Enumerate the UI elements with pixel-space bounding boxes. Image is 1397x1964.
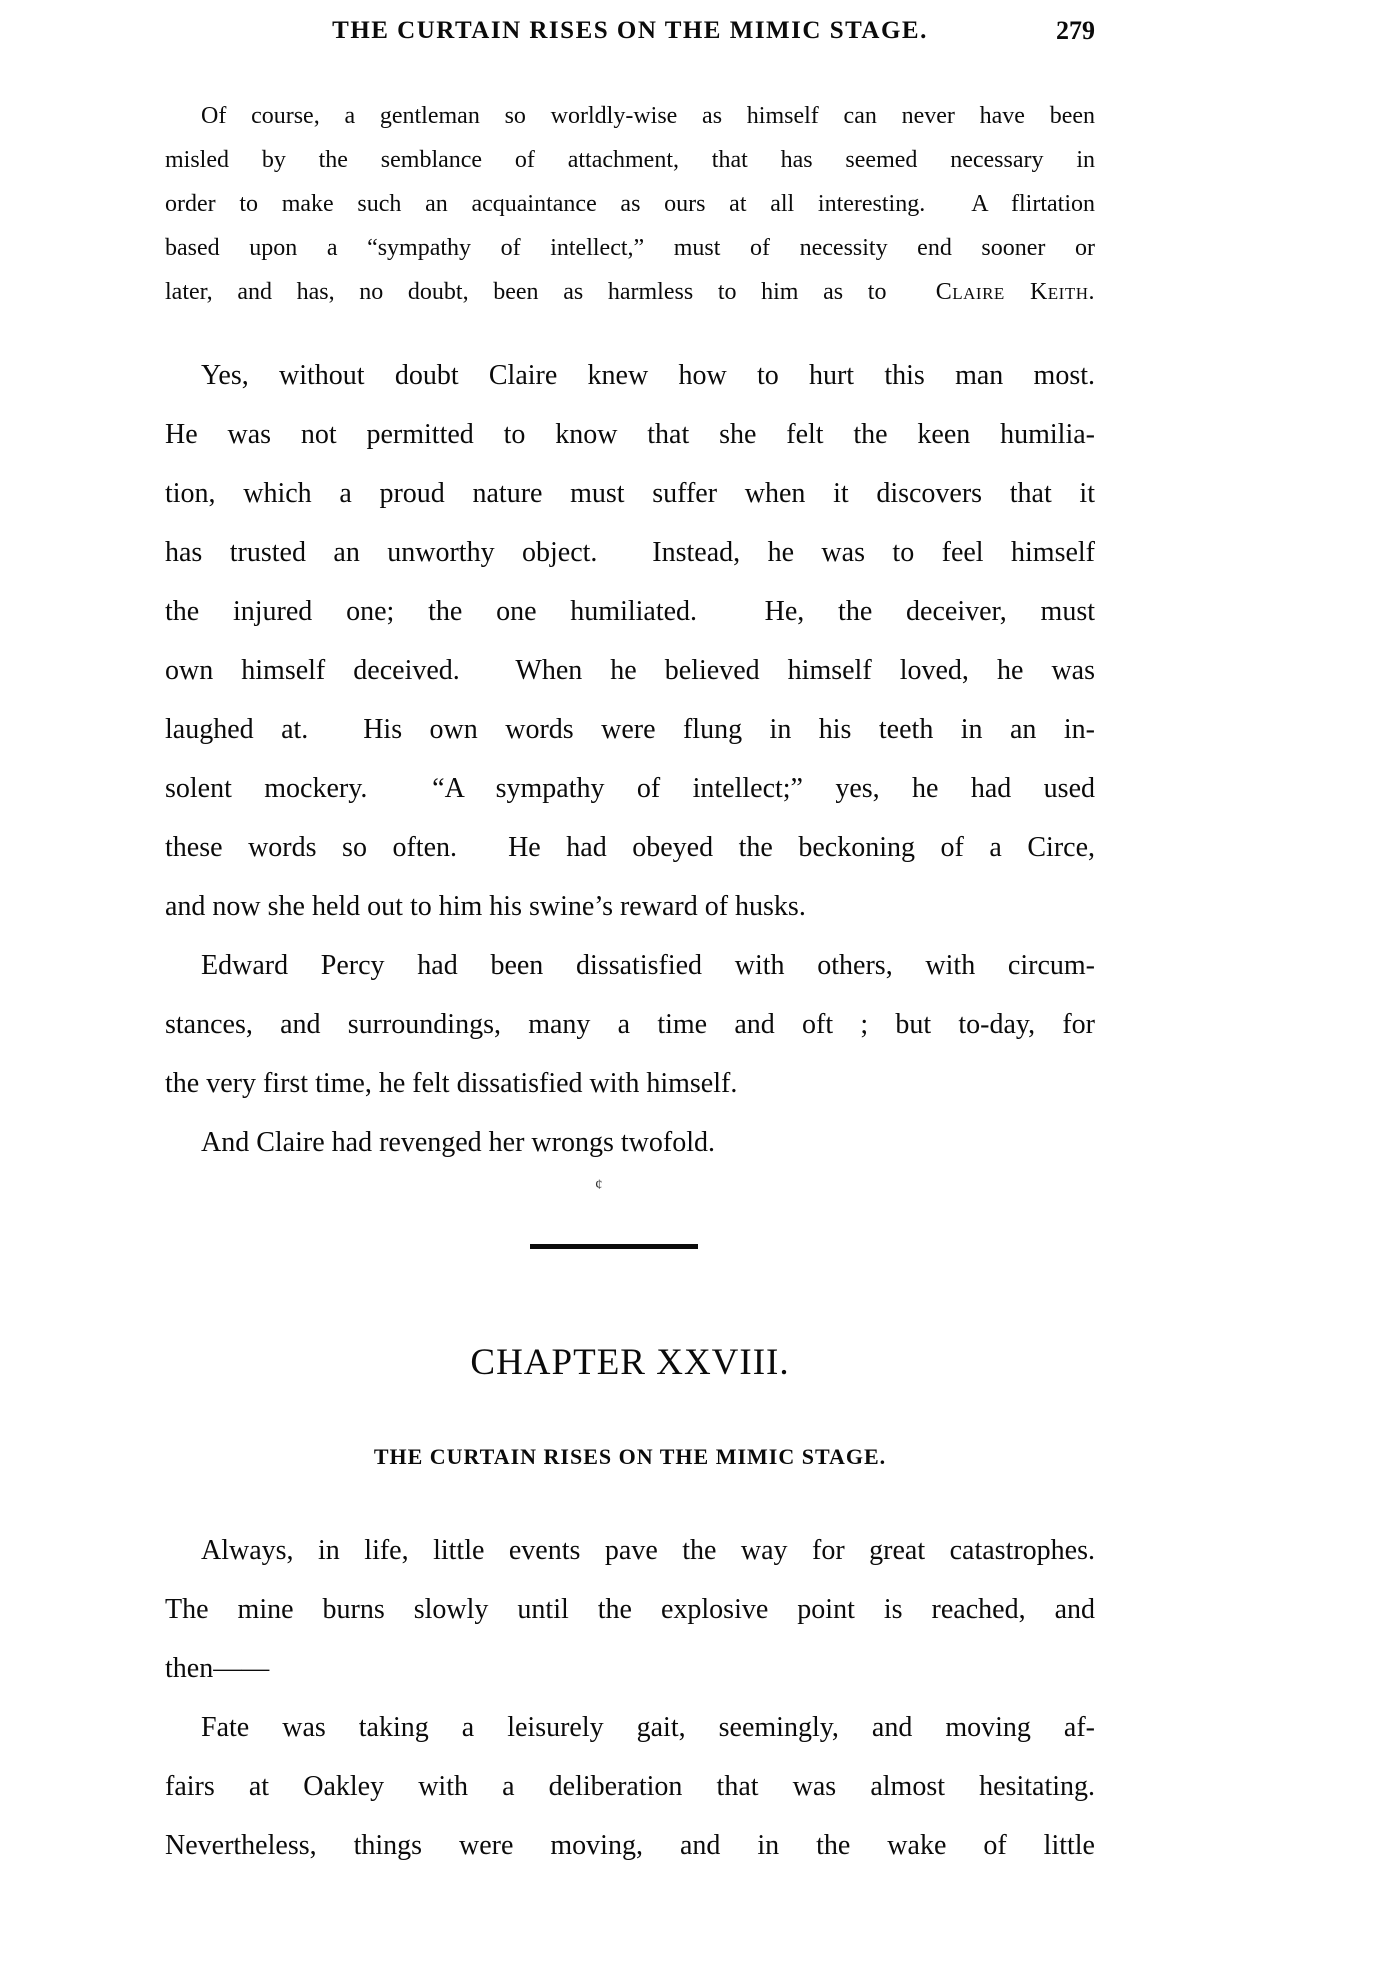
- text-line: own himself deceived. When he believed himself loved, he was: [165, 655, 1095, 686]
- paragraph: [165, 1113, 1095, 1172]
- text-line: has trusted an unworthy object. Instead, he was to feel himself: [165, 537, 1095, 568]
- text-line: fairs at Oakley with a deliberation that was almost hesitating.: [165, 1771, 1095, 1802]
- paragraph: [165, 1521, 1095, 1698]
- page-header: [165, 14, 1095, 54]
- text-line: based upon a “sympathy of intellect,” must of necessity end sooner or: [165, 235, 1095, 261]
- text-line: Yes, without doubt Claire knew how to hurt this man most.: [201, 360, 1095, 391]
- text-line: tion, which a proud nature must suffer when it discovers that it: [165, 478, 1095, 509]
- text-line: the very first time, he felt dissatisfied with himself.: [165, 1068, 738, 1099]
- text-line: Nevertheless, things were moving, and in the wake of little: [165, 1830, 1095, 1861]
- text-line: The mine burns slowly until the explosive point is reached, and: [165, 1594, 1095, 1625]
- text-line: laughed at. His own words were flung in his teeth in an in-: [165, 714, 1095, 745]
- paragraph: [165, 936, 1095, 1113]
- text-line: then——: [165, 1653, 270, 1684]
- paragraph: [165, 346, 1095, 936]
- text-line: order to make such an acquaintance as ours at all interesting. A flirtation: [165, 191, 1095, 217]
- text-line: Always, in life, little events pave the way for great catastrophes.: [201, 1535, 1095, 1566]
- text-line: solent mockery. “A sympathy of intellect;” yes, he had used: [165, 773, 1095, 804]
- quote-paragraph: [165, 94, 1095, 314]
- text-line: stances, and surroundings, many a time and oft ; but to-day, for: [165, 1009, 1095, 1040]
- text-line: misled by the semblance of attachment, that has seemed necessary in: [165, 147, 1095, 173]
- section-divider-rule: [530, 1244, 698, 1249]
- paragraph: [165, 1698, 1095, 1875]
- text-line: Edward Percy had been dissatisfied with others, with circum-: [201, 950, 1095, 981]
- page-number: 279: [1056, 16, 1095, 45]
- text-line: Of course, a gentleman so worldly-wise as himself can never have been: [201, 103, 1095, 129]
- text-line: and now she held out to him his swine’s reward of husks.: [165, 891, 806, 922]
- text-line: these words so often. He had obeyed the beckoning of a Circe,: [165, 832, 1095, 863]
- character-name: Claire Keith.: [935, 279, 1095, 305]
- text-line: the injured one; the one humiliated. He, the deceiver, must: [165, 596, 1095, 627]
- running-header: THE CURTAIN RISES ON THE MIMIC STAGE.: [332, 17, 928, 44]
- text-run: later, and has, no doubt, been as harmless to him as to: [165, 279, 936, 305]
- text-line: [165, 270, 1095, 314]
- chapter-subtitle: THE CURTAIN RISES ON THE MIMIC STAGE.: [373, 1444, 887, 1469]
- text-line: He was not permitted to know that she felt the keen humilia-: [165, 419, 1095, 450]
- text-line: Fate was taking a leisurely gait, seemingly, and moving af-: [201, 1712, 1095, 1743]
- text-line: And Claire had revenged her wrongs twofold.: [201, 1127, 715, 1158]
- printers-mark: ¢: [595, 1177, 603, 1193]
- chapter-heading: CHAPTER XXVIII.: [470, 1342, 790, 1383]
